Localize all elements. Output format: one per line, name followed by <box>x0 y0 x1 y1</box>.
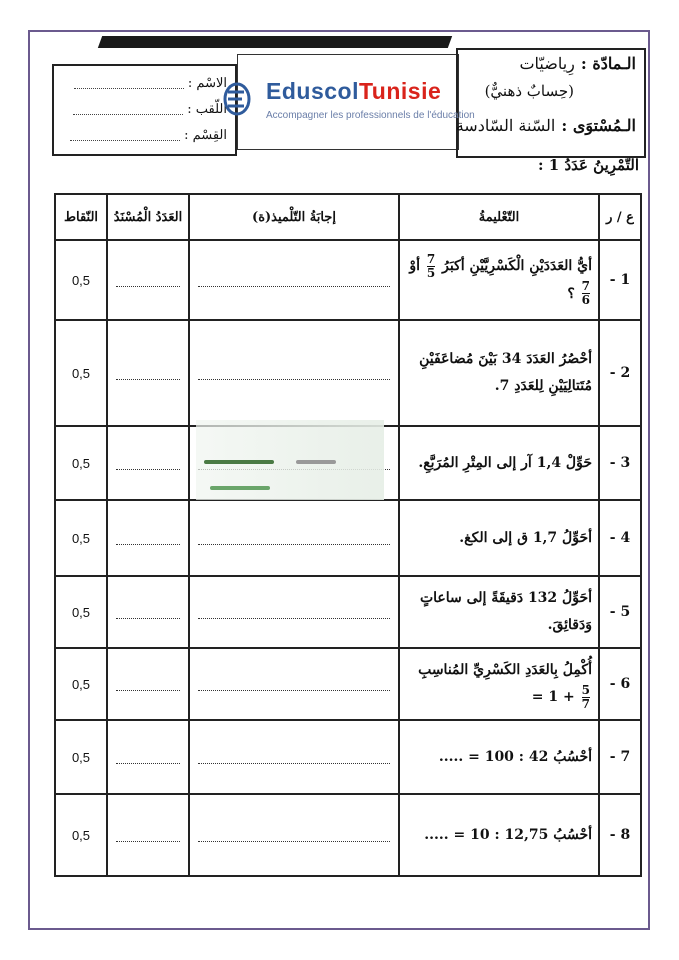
name-field[interactable] <box>74 76 227 91</box>
logo-brand-a: Eduscol <box>266 78 359 104</box>
level-line <box>456 116 636 135</box>
fraction-num: 5 <box>581 682 590 697</box>
points-cell <box>55 794 107 876</box>
points-value: 0,5 <box>71 676 91 692</box>
instruction-text: أحَوِّلُ 132 دَقيقَةً إلى ساعاتٍ وَدَقائِقَ. <box>419 590 592 633</box>
surname-dots <box>73 104 183 115</box>
points-cell <box>55 426 107 500</box>
table-row <box>55 320 641 426</box>
blurred-overlay <box>196 420 384 500</box>
instruction-text: أحَوِّلُ 1,7 ق إلى الكغ. <box>459 529 592 546</box>
top-decorative-bar <box>98 36 452 48</box>
header-num: ع / ر <box>599 194 641 240</box>
row-num: 8 - <box>599 794 641 876</box>
subject-value: رِياضيّات <box>519 54 575 73</box>
header-answer: إجابَةُ التّلْميذ(ة) <box>189 194 399 240</box>
given-dots <box>116 606 180 619</box>
given-cell[interactable] <box>107 720 189 794</box>
row-num: 4 - <box>599 500 641 576</box>
instruction-pre: أُكْمِلُ بِالعَدَدِ الكَسْرِيِّ المُناسِبِ <box>418 662 592 679</box>
points-value: 0,5 <box>71 530 91 546</box>
points-value: 0,5 <box>71 365 91 381</box>
row-num: 6 - <box>599 648 641 720</box>
row-instruction <box>399 576 599 648</box>
class-field[interactable] <box>70 128 227 143</box>
fraction <box>582 684 590 711</box>
answer-cell[interactable] <box>189 794 399 876</box>
level-label: الـمُسْتوَى : <box>561 116 636 135</box>
answer-cell[interactable] <box>189 500 399 576</box>
header-points: النّقاط <box>55 194 107 240</box>
fraction <box>427 253 435 280</box>
instruction-text <box>409 251 592 308</box>
table-row <box>55 500 641 576</box>
answer-dots <box>198 367 390 380</box>
logo-brand-b: Tunisie <box>358 78 442 104</box>
row-instruction <box>399 426 599 500</box>
answer-dots <box>198 274 390 287</box>
given-dots <box>116 532 180 545</box>
instruction-text: أحْسُبُ 42 : 100 = ..... <box>438 748 592 765</box>
instruction-text <box>418 662 592 711</box>
given-dots <box>116 678 180 691</box>
surname-label: اللّقب : <box>187 102 227 117</box>
answer-cell[interactable] <box>189 648 399 720</box>
eduscol-logo <box>222 80 482 130</box>
points-value: 0,5 <box>71 604 91 620</box>
answer-cell[interactable] <box>189 720 399 794</box>
instruction-text: أحْصُرُ العَدَدَ 34 بَيْنَ مُضاعَفَيْنِ مُتَتالِيَيْنِ لِلعَدَدِ 7. <box>419 351 592 394</box>
header-instruction: التّعْليمةُ <box>399 194 599 240</box>
answer-cell[interactable] <box>189 240 399 320</box>
answer-cell[interactable] <box>189 576 399 648</box>
given-cell[interactable] <box>107 576 189 648</box>
answer-dots <box>198 532 390 545</box>
given-cell[interactable] <box>107 240 189 320</box>
row-num: 3 - <box>599 426 641 500</box>
given-cell[interactable] <box>107 500 189 576</box>
student-info-box <box>52 64 237 156</box>
fraction-den: 7 <box>581 696 590 711</box>
given-cell[interactable] <box>107 426 189 500</box>
class-dots <box>70 130 180 141</box>
row-instruction <box>399 794 599 876</box>
subject-line <box>519 54 636 73</box>
given-dots <box>116 274 180 287</box>
given-dots <box>116 829 180 842</box>
exercise-title: التّمْرِينُ عَدَدُ 1 : <box>538 156 639 174</box>
given-dots <box>116 367 180 380</box>
points-value: 0,5 <box>71 749 91 765</box>
row-instruction <box>399 720 599 794</box>
eduscol-e-icon <box>222 82 252 116</box>
points-cell <box>55 648 107 720</box>
fraction-num: 7 <box>426 251 436 266</box>
instruction-post: ؟ <box>567 285 575 302</box>
subject-sub: (حِسابٌ ذهنيٌّ) <box>484 82 574 100</box>
fraction-num: 7 <box>581 279 590 293</box>
fraction <box>582 280 590 307</box>
row-instruction <box>399 240 599 320</box>
name-label: الاسْم : <box>187 76 227 91</box>
row-instruction <box>399 320 599 426</box>
row-num: 5 - <box>599 576 641 648</box>
row-num: 7 - <box>599 720 641 794</box>
given-cell[interactable] <box>107 794 189 876</box>
points-cell <box>55 320 107 426</box>
points-cell <box>55 576 107 648</box>
points-value: 0,5 <box>71 272 91 288</box>
table-header-row <box>55 194 641 240</box>
table-row <box>55 720 641 794</box>
instruction-text: حَوِّلْ 1,4 آر إلى المِتْرِ المُرَبَّعِ. <box>418 454 592 471</box>
subject-label: الـمادّة : <box>580 54 636 73</box>
instruction-post: + 1 = <box>531 689 575 706</box>
logo-tagline: Accompagner les professionnels de l'éducation <box>266 110 475 121</box>
surname-field[interactable] <box>73 102 227 117</box>
table-row <box>55 794 641 876</box>
table-row <box>55 648 641 720</box>
row-instruction <box>399 648 599 720</box>
points-cell <box>55 500 107 576</box>
answer-dots <box>198 606 390 619</box>
exercise-table <box>54 193 642 877</box>
fraction-den: 6 <box>581 293 590 308</box>
table-row <box>55 240 641 320</box>
fraction-den: 5 <box>426 265 436 280</box>
instruction-pre: أيُّ العَدَدَيْنِ الْكَسْرِيَّيْنِ أكبَرُ <box>442 258 592 275</box>
answer-dots <box>198 829 390 842</box>
given-dots <box>116 751 180 764</box>
answer-cell[interactable] <box>189 320 399 426</box>
instruction-mid: أوْ <box>409 258 420 275</box>
name-dots <box>74 78 184 89</box>
points-cell <box>55 240 107 320</box>
points-value: 0,5 <box>71 827 91 843</box>
answer-dots <box>198 678 390 691</box>
subject-box <box>456 48 646 158</box>
instruction-text: أحْسُبُ 12,75 : 10 = ..... <box>424 826 592 843</box>
answer-dots <box>198 751 390 764</box>
class-label: القِسْم : <box>184 128 227 143</box>
level-value: السّنة السّادسة <box>455 116 556 135</box>
row-num: 1 - <box>599 240 641 320</box>
given-dots <box>116 457 180 470</box>
logo-brand <box>266 78 441 105</box>
row-num: 2 - <box>599 320 641 426</box>
given-cell[interactable] <box>107 320 189 426</box>
row-instruction <box>399 500 599 576</box>
table-row <box>55 576 641 648</box>
points-cell <box>55 720 107 794</box>
header-given: العَدَدُ الْمُسْنَدُ <box>107 194 189 240</box>
points-value: 0,5 <box>71 455 91 471</box>
given-cell[interactable] <box>107 648 189 720</box>
